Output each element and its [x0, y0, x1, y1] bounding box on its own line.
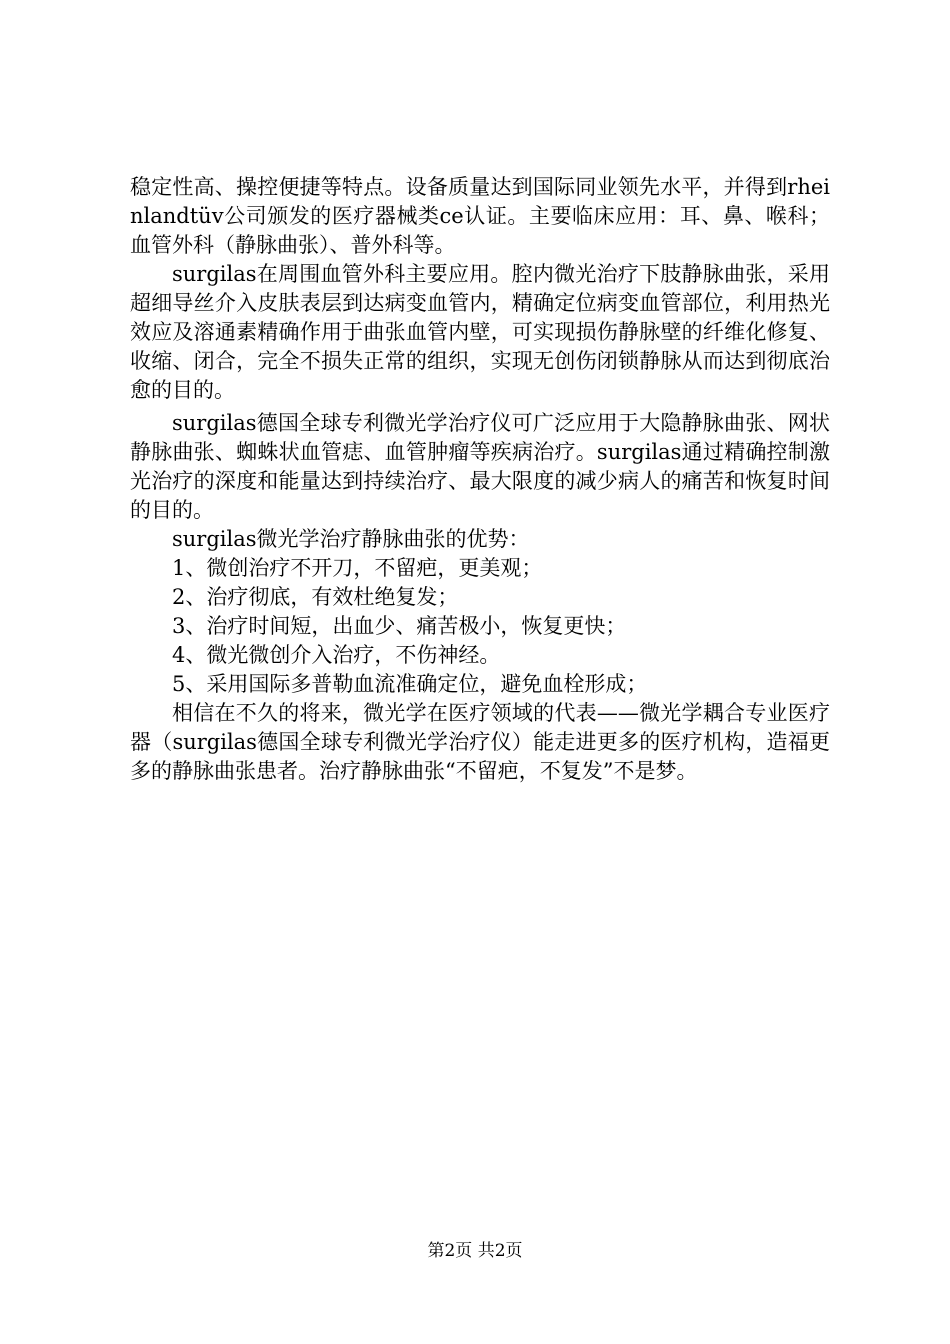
advantage-item-1: 1、微创治疗不开刀，不留疤，更美观；: [172, 556, 543, 580]
document-body: [130, 173, 830, 786]
advantage-item-5: 5、采用国际多普勒血流准确定位，避免血栓形成；: [172, 672, 648, 696]
paragraph-conclusion: 相信在不久的将来，微光学在医疗领域的代表——微光学耦合专业医疗器（surgilas德国全球专利微光学治疗仪）能走进更多的医疗机构，造福更多的静脉曲张患者。治疗静脉曲张“不留疤，不复发”不是梦。: [130, 701, 830, 783]
advantage-item-2: 2、治疗彻底，有效杜绝复发；: [172, 585, 459, 609]
advantage-item-3: 3、治疗时间短，出血少、痛苦极小，恢复更快；: [172, 614, 627, 638]
paragraph-continuation: 稳定性高、操控便捷等特点。设备质量达到国际同业领先水平，并得到rheinlandtüv公司颁发的医疗器械类ce认证。主要临床应用：耳、鼻、喉科；血管外科（静脉曲张）、普外科等。: [130, 175, 830, 257]
paragraph-applications: surgilas德国全球专利微光学治疗仪可广泛应用于大隐静脉曲张、网状静脉曲张、蜘蛛状血管痣、血管肿瘤等疾病治疗。surgilas通过精确控制激光治疗的深度和能量达到持续治疗、最大限度的减少病人的痛苦和恢复时间的目的。: [130, 411, 830, 522]
advantages-heading: surgilas微光学治疗静脉曲张的优势：: [172, 527, 530, 551]
advantage-item-4: 4、微光微创介入治疗，不伤神经。: [172, 643, 501, 667]
paragraph-vascular-surgery: surgilas在周围血管外科主要应用。腔内微光治疗下肢静脉曲张，采用超细导丝介入皮肤表层到达病变血管内，精确定位病变血管部位，利用热光效应及溶通素精确作用于曲张血管内壁，可实现损伤静脉壁的纤维化修复、收缩、闭合，完全不损失正常的组织，实现无创伤闭锁静脉从而达到彻底治愈的目的。: [130, 262, 830, 402]
page-number-footer: 第2页 共2页: [427, 1241, 523, 1261]
